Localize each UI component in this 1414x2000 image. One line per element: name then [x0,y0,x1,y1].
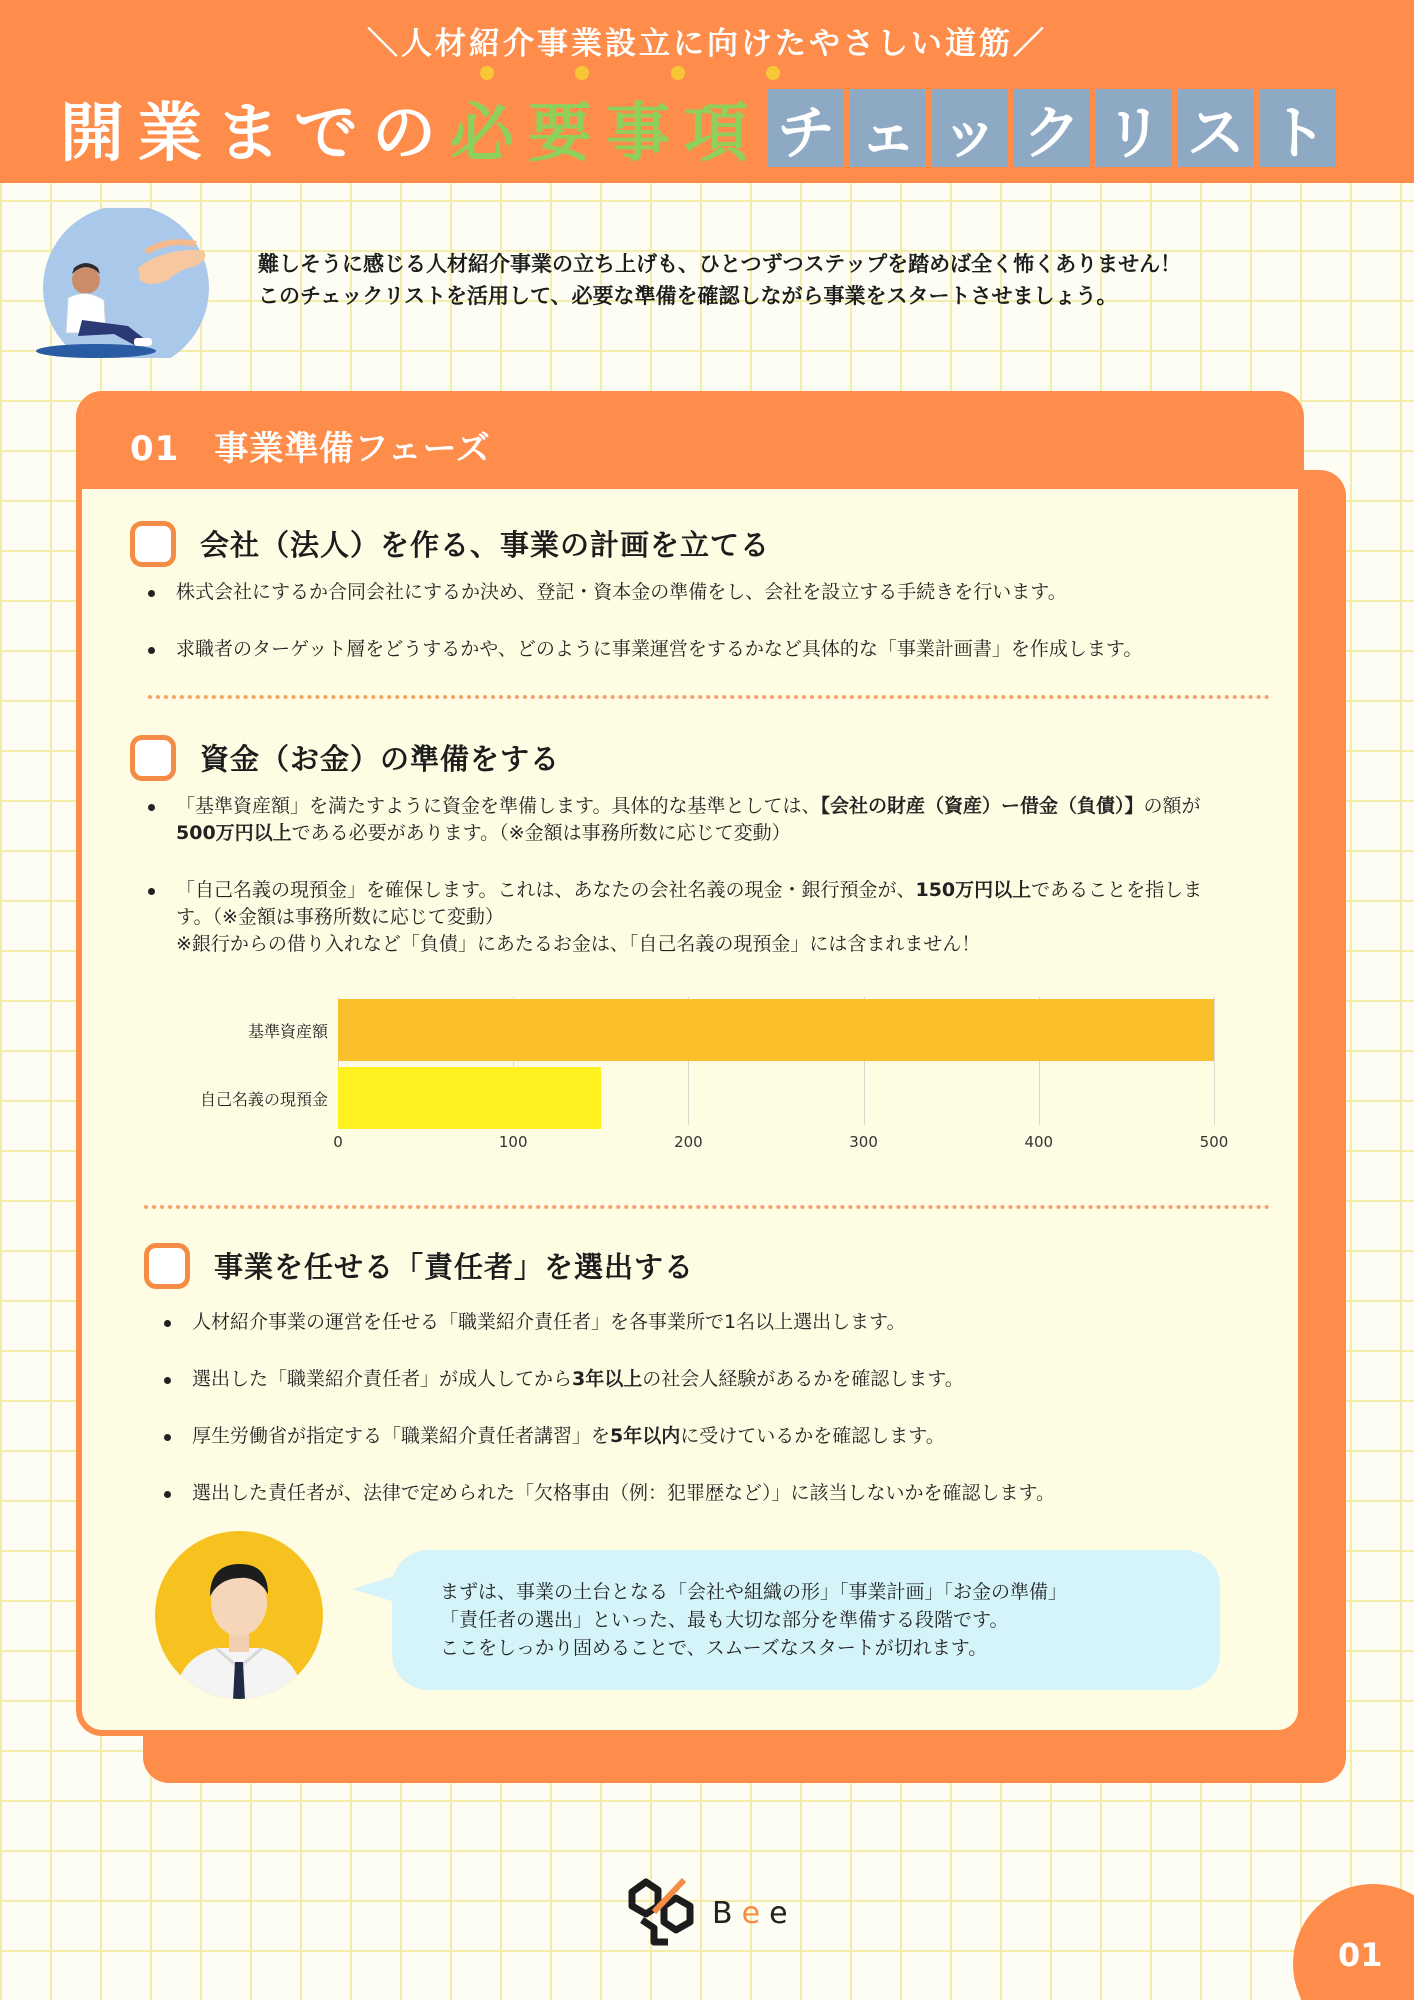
chart-tick-label: 400 [1024,1133,1054,1151]
bullet-text: 「自己名義の現預金」を確保します。これは、あなたの会社名義の現金・銀行預金が、 [176,879,916,901]
bullet-text: 「基準資産額」を満たすように資金を準備します。具体的な基準としては、 [176,795,821,817]
title-checklist-tiles [768,89,1336,167]
bullet-text: の社会人経験があるかを確認します。 [642,1368,964,1390]
bullet-emphasis: 500万円以上 [176,822,292,844]
bullet-text: に受けているかを確認します。 [680,1425,945,1447]
bullet-text: であることを指します。（※金額は事務所数に応じて変動） [176,879,1203,928]
section-divider [144,1205,1270,1209]
bullet-emphasis: 5年以内 [610,1425,681,1447]
section-2-bullets [142,793,1222,988]
intro-line-2: このチェックリストを活用して、必要な準備を確認しながら事業をスタートさせましょう。 [258,284,1118,308]
phase-header [82,397,1298,489]
header-subtitle: ＼人材紹介事業設立に向けたやさしい道筋／ [367,26,1047,62]
bubble-line-1: まずは、事業の土台となる「会社や組織の形」「事業計画」「お金の準備」 [440,1581,1068,1603]
chart-tick-label: 300 [849,1133,878,1151]
title-tile: ッ [932,89,1008,167]
section-2-title: 資金（お金）の準備をする [200,742,561,776]
intro-text [258,248,1338,312]
intro-line-1: 難しそうに感じる人材紹介事業の立ち上げも、ひとつずつステップを踏めば全く怖くありません！ [258,252,1182,276]
phase-title: 01 事業準備フェーズ [130,429,491,469]
section-3-checkbox[interactable] [144,1243,190,1289]
section-1-checkbox[interactable] [130,521,176,567]
brand-name [712,1896,797,1931]
advisor-avatar [154,1530,324,1700]
bullet-item: 求職者のターゲット層をどうするかや、どのように事業運営をするかなど具体的な「事業計画書」を作成します。 [142,636,1282,663]
chart-category-label: 自己名義の現預金 [199,1090,328,1109]
bullet-item: 選出した責任者が、法律で定められた「欠格事由（例：犯罪歴など）」に該当しないかを確認します。 [158,1480,1278,1507]
title-part-2 [450,82,762,174]
title-tile: ス [1178,89,1254,167]
speech-bubble-text [440,1578,1067,1662]
bullet-item [142,793,1222,847]
title-part-2-text: 必要事項 [450,97,762,171]
title-tile: ク [1014,89,1090,167]
bullet-text: である必要があります。（※金額は事務所数に応じて変動） [291,822,791,844]
title-tile: チ [768,89,844,167]
section-1-title: 会社（法人）を作る、事業の計画を立てる [200,528,771,562]
section-divider [148,695,1270,699]
brand-letter: B [712,1896,742,1931]
emphasis-dots [480,66,780,80]
title-tile: ェ [850,89,926,167]
header-banner [0,0,1414,183]
bee-logo-icon [624,1872,700,1948]
chart-bar [338,1067,601,1129]
chart-tick-label: 500 [1199,1133,1229,1151]
bullet-item [142,877,1222,958]
brand-letter: e [769,1896,797,1931]
bubble-line-3: ここをしっかり固めることで、スムーズなスタートが切れます。 [440,1637,988,1659]
chart-tick-label: 0 [333,1133,343,1151]
brand-letter-accent: e [741,1896,770,1931]
bullet-item: 人材紹介事業の運営を任せる「職業紹介責任者」を各事業所で1名以上選出します。 [158,1309,1278,1336]
bubble-line-2: 「責任者の選出」といった、最も大切な部分を準備する段階です。 [440,1609,1009,1631]
chart-tick-label: 200 [674,1133,703,1151]
worried-person-illustration [28,208,218,358]
bullet-text: の額が [1143,795,1201,817]
chart-category-label: 基準資産額 [247,1022,328,1041]
bullet-text: 選出した「職業紹介責任者」が成人してから [192,1368,573,1390]
bullet-emphasis: 3年以上 [572,1368,643,1390]
bullet-item [158,1366,1278,1393]
speech-bubble [392,1550,1220,1690]
page-title [60,88,1336,171]
section-2-checkbox[interactable] [130,735,176,781]
chart-gridline [1214,997,1215,1125]
bullet-emphasis: 150万円以上 [915,879,1032,901]
section-3-title: 事業を任せる「責任者」を選出する [214,1250,695,1284]
bullet-emphasis: 【会社の財産（資産）ー借金（負債）】 [820,795,1144,817]
bullet-note: ※銀行からの借り入れなど「負債」にあたるお金は、「自己名義の現預金」には含まれません！ [176,933,981,955]
title-tile: ト [1260,89,1336,167]
chart-tick-label: 100 [498,1133,528,1151]
section-1-bullets [142,579,1282,693]
title-tile: リ [1096,89,1172,167]
section-3-bullets [158,1309,1278,1537]
page-number: 01 [1338,1936,1383,1974]
chart-bar [338,999,1214,1061]
bullet-item [158,1423,1278,1450]
bullet-item: 株式会社にするか合同会社にするか決め、登記・資本金の準備をし、会社を設立する手続きを行います。 [142,579,1282,606]
title-part-1: 開業までの [60,97,450,171]
bullet-text: 厚生労働省が指定する「職業紹介責任者講習」を [192,1425,611,1447]
